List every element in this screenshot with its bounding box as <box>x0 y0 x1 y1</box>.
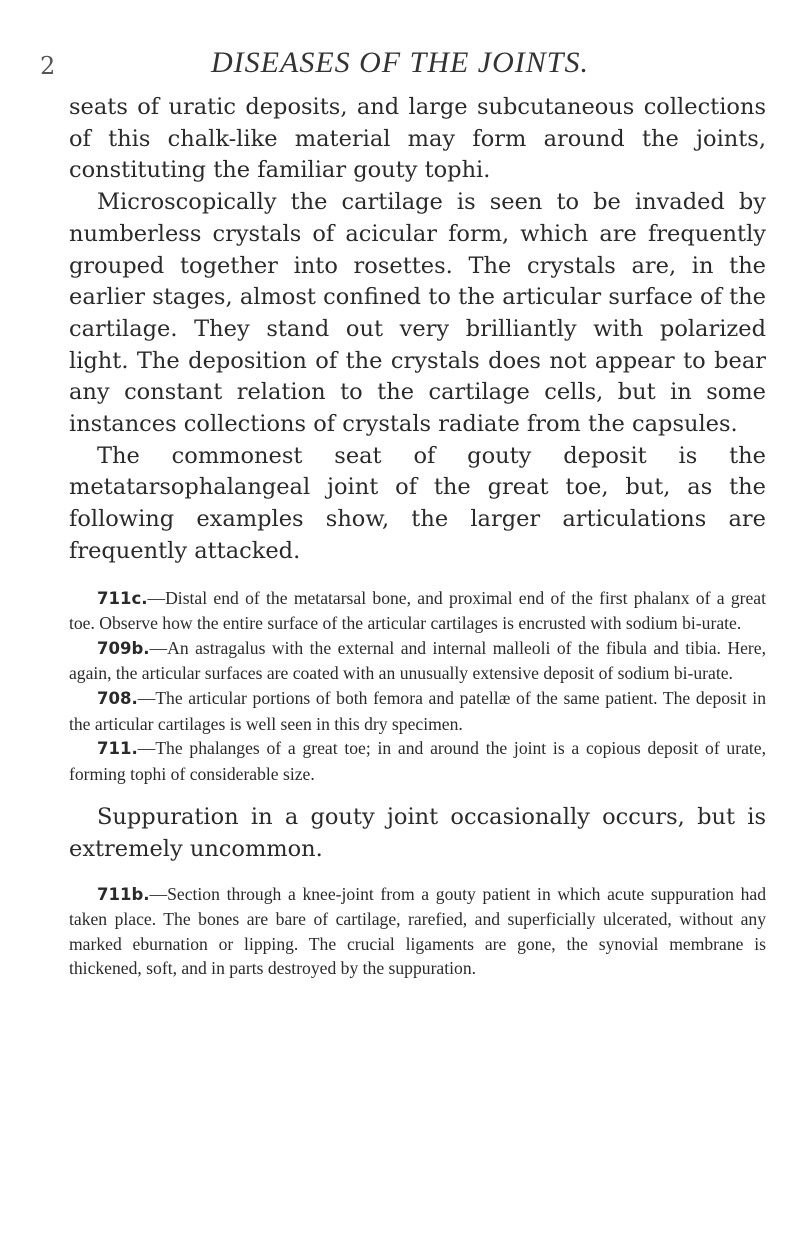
specimen-description: —An astragalus with the external and internal malleoli of the fibula and tibia. Here, again, the articular surfaces are coated with an unusually extensive deposit of sodium bi-urate. <box>69 637 766 684</box>
specimen-number: 708. <box>97 688 138 708</box>
specimen-number: 711. <box>97 739 138 759</box>
specimen-number: 709b. <box>97 638 150 658</box>
specimen-number: 711b. <box>97 884 150 904</box>
specimen-entry <box>69 686 766 736</box>
specimen-entry-last <box>69 882 766 981</box>
paragraph-gouty-tophi: seats of uratic deposits, and large subcutaneous collections of this chalk-like material may form around the joints, constituting the familiar gouty tophi. <box>69 94 766 184</box>
specimen-description: —Section through a knee-joint from a gouty patient in which acute suppuration had taken place. The bones are bare of cartilage, rarefied, and superficially ulcerated, without any marked eburnation or lipping. The crucial ligaments are gone, the synovial membrane is thickened, soft, and in parts destroyed by the suppuration. <box>69 883 766 979</box>
specimen-number: 711c. <box>97 588 148 608</box>
specimen-entry <box>69 586 766 636</box>
paragraph-suppuration: Suppuration in a gouty joint occasionally occurs, but is extremely uncommon. <box>69 804 766 862</box>
paragraph-common-seat: The commonest seat of gouty deposit is the metatarsophalangeal joint of the great toe, but, as the following examples show, the larger articulations are frequently attacked. <box>69 442 766 564</box>
specimen-entry <box>69 636 766 686</box>
specimen-description: —Distal end of the metatarsal bone, and proximal end of the first phalanx of a great toe. Observe how the entire surface of the articular cartilages is encrusted with sodium bi-urate. <box>69 587 766 634</box>
specimen-description: —The articular portions of both femora and patellæ of the same patient. The deposit in the articular cartilages is well seen in this dry specimen. <box>69 687 766 734</box>
page-body <box>69 92 766 981</box>
specimen-description: —The phalanges of a great toe; in and around the joint is a copious deposit of urate, forming tophi of considerable size. <box>69 738 766 784</box>
running-title: DISEASES OF THE JOINTS. <box>211 46 589 79</box>
paragraph-microscopy: Microscopically the cartilage is seen to be invaded by numberless crystals of acicular form, which are frequently grouped together into rosettes. The crystals are, in the earlier stages, almost confined to the articular surface of the cartilage. They stand out very brilliantly with polarized light. The deposition of the crystals does not appear to bear any constant relation to the cartilage cells, but in some instances collections of crystals radiate from the capsules. <box>69 189 766 438</box>
specimen-entry <box>69 736 766 786</box>
page-number: 2 <box>40 52 56 80</box>
